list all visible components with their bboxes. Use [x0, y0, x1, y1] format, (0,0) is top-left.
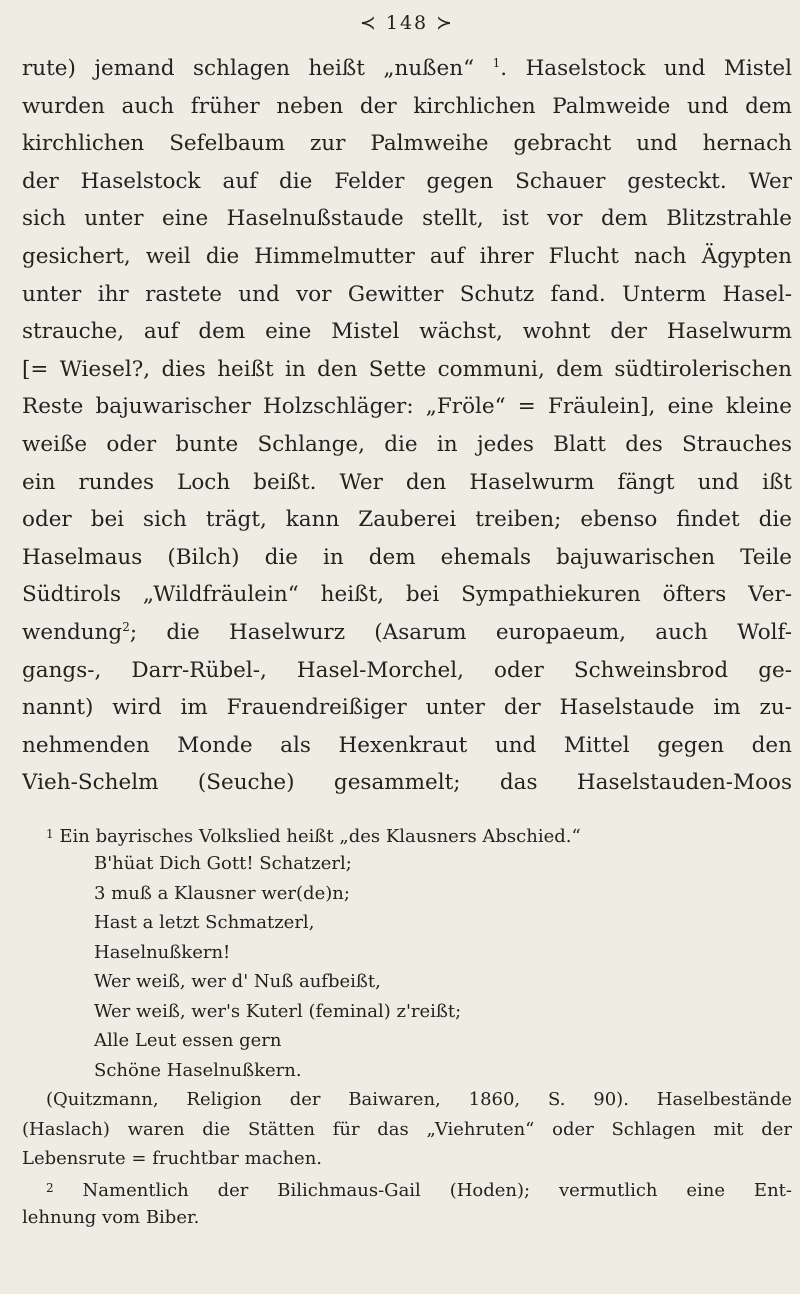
text-line: Vieh-Schelm (Seuche) gesammelt; das Haselstauden-Moos — [22, 770, 792, 796]
page-number: 148 — [385, 12, 429, 34]
verse-line: Wer weiß, wer's Kuterl (feminal) z'reißt; — [94, 1000, 462, 1022]
verse-line: Wer weiß, wer d' Nuß aufbeißt, — [94, 971, 381, 993]
text-line: wurden auch früher neben der kirchlichen Palmweide und dem — [22, 93, 792, 119]
footnote-ref-2: 2 — [122, 619, 130, 634]
text-line: Reste bajuwarischer Holzschläger: „Fröle“ = Fräulein], eine kleine — [22, 394, 792, 420]
footnote-mark-2: 2 — [46, 1180, 54, 1195]
book-page — [22, 0, 792, 1233]
text-line: Haselmaus (Bilch) die in dem ehemals bajuwarischen Teile — [22, 544, 792, 570]
text-line: oder bei sich trägt, kann Zauberei treiben; ebenso findet die — [22, 507, 792, 533]
footnote-ref-1: 1 — [492, 55, 501, 70]
verse-line: 3 muß a Klausner wer(de)n; — [94, 882, 350, 904]
text-line: rute) jemand schlagen heißt „nußen“ $^1$. Haselstock und Mistel — [22, 55, 792, 81]
footnote-2: lehnung vom Biber. — [22, 1207, 200, 1229]
footnotes — [22, 820, 792, 1233]
body-text — [22, 50, 792, 802]
footnote-1-intro: $^1$ Ein bayrisches Volkslied heißt „des Klausners Abschied.“ — [46, 825, 581, 847]
right-ornament: ≻ — [436, 12, 455, 34]
text-line: sich unter eine Haselnußstaude stellt, ist vor dem Blitzstrahle — [22, 206, 792, 232]
verse-line: Alle Leut essen gern — [94, 1030, 282, 1052]
footnote-2: $^2$ Namentlich der Bilichmaus-Gail (Hoden); vermutlich eine Ent- — [46, 1179, 792, 1201]
verse-line: B'hüat Dich Gott! Schatzerl; — [94, 853, 352, 875]
text-line: ein rundes Loch beißt. Wer den Haselwurm fängt und ißt — [22, 469, 792, 495]
verse-line: Schöne Haselnußkern. — [94, 1059, 302, 1081]
text-line: Südtirols „Wildfräulein“ heißt, bei Sympathiekuren öfters Ver- — [22, 582, 792, 608]
text-line: gangs-, Darr-Rübel-, Hasel-Morchel, oder Schweinsbrod ge- — [22, 657, 792, 683]
text-line: wendung$^2$; die Haselwurz (Asarum europaeum, auch Wolf- — [22, 619, 792, 645]
text-line: [= Wiesel?, dies heißt in den Sette communi, dem südtirolerischen — [22, 356, 792, 382]
footnote-1-tail: (Quitzmann, Religion der Baiwaren, 1860, S. 90). Haselbeständе — [46, 1089, 792, 1111]
text-line: nehmenden Monde als Hexenkraut und Mittel gegen den — [22, 732, 792, 758]
left-ornament: ≺ — [359, 12, 378, 34]
footnote-mark-1: 1 — [46, 826, 54, 841]
footnote-1-tail: Lebensrute = fruchtbar machen. — [22, 1148, 323, 1170]
footnote-1-tail: (Haslach) waren die Stätten für das „Viehruten“ oder Schlagen mit der — [22, 1118, 792, 1140]
text-line: gesichert, weil die Himmelmutter auf ihrer Flucht nach Ägypten — [22, 243, 792, 269]
text-line: kirchlichen Sefelbaum zur Palmweihe gebracht und hernach — [22, 131, 792, 157]
text-line: unter ihr rastete und vor Gewitter Schutz fand. Unterm Hasel- — [22, 281, 792, 307]
text-line: nannt) wird im Frauendreißiger unter der Haselstaude im zu- — [22, 695, 792, 721]
text-line: der Haselstock auf die Felder gegen Schauer gesteckt. Wer — [22, 168, 792, 194]
text-line: strauche, auf dem eine Mistel wächst, wohnt der Haselwurm — [22, 319, 792, 345]
verse-line: Hast a letzt Schmatzerl, — [94, 912, 315, 934]
page-header — [22, 6, 792, 40]
text-line: weiße oder bunte Schlange, die in jedes Blatt des Strauches — [22, 431, 792, 457]
verse-line: Haselnußkern! — [94, 941, 231, 963]
